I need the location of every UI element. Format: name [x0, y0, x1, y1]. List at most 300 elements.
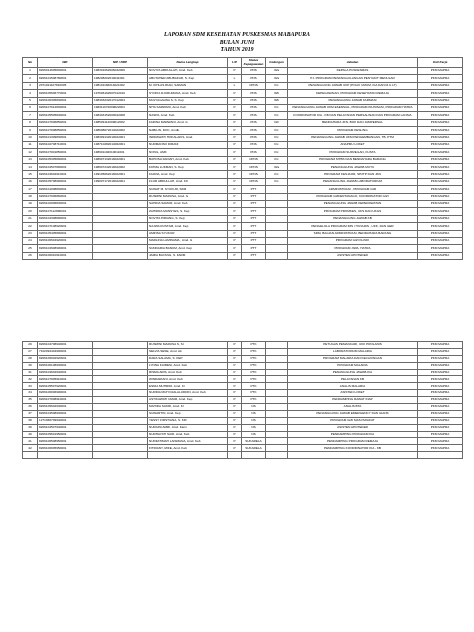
table-cell: NURDIA MUH DJALALUDDIN, Amd. Keb: [148, 390, 228, 397]
table-cell: SUWARTIN, Amd. Kep: [148, 410, 228, 417]
table-cell: 1: [23, 68, 38, 75]
table-cell: PENDAMPING PROGRAM KIA: [288, 431, 418, 438]
table-cell: NABILIN, DOC, Amdk.: [148, 127, 228, 134]
table-cell: 31: [23, 369, 38, 376]
table-cell: 8206101309830001: [38, 134, 93, 141]
column-header: Nama Lengkap: [148, 58, 228, 68]
table-cell: PROGRAM MALARIA: [288, 362, 418, 369]
table-cell: PTT: [242, 252, 266, 259]
table-cell: [93, 237, 148, 244]
table-cell: II/c: [266, 171, 288, 178]
table-cell: PKM MAPRA: [418, 156, 463, 163]
table-cell: PKM MAPRA: [418, 362, 463, 369]
table-cell: P: [228, 223, 242, 230]
table-cell: [93, 445, 148, 452]
table-cell: KOORDINATOR KIA - KB DAN PELAYANAN PERSALINAN DAN PROGRAM LANSIA: [288, 112, 418, 119]
table-cell: 13: [23, 156, 38, 163]
table-cell: ASISTEN APOTEKER: [288, 252, 418, 259]
table-cell: SUWAT M. SYUKUR, SKM: [148, 186, 228, 193]
table-cell: 199105062019022001: [93, 171, 148, 178]
table-cell: [266, 424, 288, 431]
table-cell: P: [228, 134, 242, 141]
table-cell: 8206105602930001: [38, 404, 93, 411]
table-cell: III/a: [266, 75, 288, 82]
table-cell: P: [228, 348, 242, 355]
table-cell: 36: [23, 404, 38, 411]
table-cell: PNS: [242, 134, 266, 141]
table-cell: PENANGGUNG JAWAB UKP (POLIK UMUM, KIA DAN M.U.LT): [288, 82, 418, 89]
table-cell: 8206105606770001: [38, 90, 93, 97]
table-cell: SELVIA SESE, Amd. Ak: [148, 348, 228, 355]
table-cell: [93, 230, 148, 237]
table-cell: P: [228, 178, 242, 185]
table-cell: 8206106604920001: [38, 237, 93, 244]
table-cell: SAHIDA SAMUR, Amd. Keb: [148, 201, 228, 208]
table-cell: P: [228, 127, 242, 134]
table-cell: PNS: [242, 97, 266, 104]
table-cell: PNS: [242, 149, 266, 156]
table-cell: [93, 452, 148, 459]
table-cell: [23, 452, 38, 459]
table-cell: PKM MAPRA: [418, 127, 463, 134]
table-row: [23, 171, 463, 178]
table-cell: 34: [23, 390, 38, 397]
table-cell: 40: [23, 431, 38, 438]
table-cell: PTK: [242, 376, 266, 383]
table-cell: 8206106010910001: [38, 252, 93, 259]
table-cell: PNS: [242, 112, 266, 119]
report-title-block: [0, 32, 474, 55]
table-cell: 19: [23, 201, 38, 208]
table-cell: ANAPMU LOKET: [288, 141, 418, 148]
table-cell: P: [228, 445, 242, 452]
table-cell: [93, 369, 148, 376]
table-cell: CPNS: [242, 82, 266, 89]
table-row: [23, 104, 463, 111]
table-cell: JAMIA BAYANG, S. FARM: [148, 252, 228, 259]
table-cell: ASISTEN LOKET: [288, 390, 418, 397]
table-cell: PKM MAPRA: [418, 208, 463, 215]
table-row: [23, 230, 463, 237]
table-cell: PROGRAM JIWA, HATRA: [288, 245, 418, 252]
table-row: [23, 82, 463, 89]
table-cell: [93, 245, 148, 252]
table-cell: PKM MAPRA: [418, 104, 463, 111]
table-cell: ADMINISTRASI , PROGRAM GIZI: [288, 186, 418, 193]
table-cell: 27: [23, 348, 38, 355]
table-cell: 8206102006840001: [38, 201, 93, 208]
table-cell: 32: [23, 376, 38, 383]
table-cell: 8206105002920001: [38, 355, 93, 362]
table-cell: NURMANSO DIRANI: [148, 141, 228, 148]
table-cell: L: [228, 82, 242, 89]
table-cell: PKM MAPRA: [418, 119, 463, 126]
table-cell: PTT: [242, 230, 266, 237]
table-cell: PKM MAPRA: [418, 201, 463, 208]
table-cell: [93, 383, 148, 390]
table-cell: PKM MAPRA: [418, 397, 463, 404]
table-cell: 8206104608900001: [38, 245, 93, 252]
table-cell: 198208202010011001: [93, 75, 148, 82]
table-cell: [266, 390, 288, 397]
table-cell: NITA SARWANI, Amd. Keb: [148, 104, 228, 111]
column-header: L/P: [228, 58, 242, 68]
column-header: Golongan: [266, 58, 288, 68]
table-cell: 8206106508950001: [38, 438, 93, 445]
table-cell: 8206104602910001: [38, 171, 93, 178]
table-cell: [228, 452, 242, 459]
table-cell: [266, 369, 288, 376]
table-cell: [266, 193, 288, 200]
table-cell: P: [228, 186, 242, 193]
table-cell: 15: [23, 171, 38, 178]
table-cell: ESNIA MUHRIDI, Amd. Kl: [148, 383, 228, 390]
table-cell: PENANGGUNG JAWAB EMERGENCY DAN GIANS: [288, 410, 418, 417]
table-row: [23, 156, 463, 163]
table-cell: PENANGGUNG JAWAB KB: [288, 215, 418, 222]
table-cell: PTT: [242, 186, 266, 193]
table-cell: 198907242019022002: [93, 164, 148, 171]
table-cell: II/c: [266, 127, 288, 134]
table-cell: P: [228, 141, 242, 148]
table-cell: [266, 215, 288, 222]
table-cell: P: [228, 410, 242, 417]
table-cell: II/c: [266, 156, 288, 163]
table-cell: [266, 452, 288, 459]
table-cell: INDRAWATI HOKALAKIS, Amd.: [148, 134, 228, 141]
table-cell: [93, 424, 148, 431]
table-row: [23, 68, 463, 75]
table-cell: II/c: [266, 134, 288, 141]
table-cell: ANALIS BTA: [288, 404, 418, 411]
table-cell: PKM MAPRA: [418, 164, 463, 171]
table-cell: PNS: [242, 68, 266, 75]
table-cell: PJ. PROGRAM PENANGGULANGAN PENYAKIT MENULAR: [288, 75, 418, 82]
table-cell: [266, 348, 288, 355]
table-cell: P: [228, 342, 242, 349]
table-cell: 8206106305830001: [38, 97, 93, 104]
table-cell: [93, 252, 148, 259]
table-cell: PTK: [242, 355, 266, 362]
table-cell: [266, 383, 288, 390]
table-row: [23, 193, 463, 200]
table-cell: 6: [23, 104, 38, 111]
table-cell: 198311072009022004: [93, 104, 148, 111]
table-cell: P: [228, 438, 242, 445]
table-row: [23, 252, 463, 259]
table-cell: 8206101008830001: [38, 186, 93, 193]
table-cell: [266, 342, 288, 349]
table-cell: 3: [23, 82, 38, 89]
table-cell: PKM MAPRA: [418, 82, 463, 89]
table-row: [23, 201, 463, 208]
table-cell: KEPALA PUSKESMAS: [288, 68, 418, 75]
table-cell: PNS: [242, 141, 266, 148]
table-cell: PROGRAM GIZI/ENTANAGO, KOORDINATOR GIZI: [288, 193, 418, 200]
table-cell: 198101182014021002: [93, 82, 148, 89]
table-cell: PTK: [242, 342, 266, 349]
table-cell: P: [228, 112, 242, 119]
table-cell: [288, 452, 418, 459]
table-cell: 8206102708710001: [38, 141, 93, 148]
table-cell: 2: [23, 75, 38, 82]
table-cell: PTK: [242, 369, 266, 376]
table-cell: PKM MAPRA: [418, 376, 463, 383]
table-cell: 8206104508930001: [38, 410, 93, 417]
table-row: [23, 223, 463, 230]
table-cell: 7: [23, 112, 38, 119]
table-cell: PROGRAM MALARIA DAN KECACINGAN: [288, 355, 418, 362]
table-row: [23, 438, 463, 445]
column-header: NIP / NRP: [93, 58, 148, 68]
table-cell: KEPEGAWAIAN, PROGRAM KESEHATAN REMAJA: [288, 90, 418, 97]
table-cell: [93, 208, 148, 215]
table-cell: 8206104308890001: [38, 215, 93, 222]
table-cell: [93, 355, 148, 362]
table-cell: [266, 201, 288, 208]
table-row: [23, 404, 463, 411]
table-cell: ANALIS MALARIA: [288, 383, 418, 390]
table-row: [23, 417, 463, 424]
table-row: [23, 424, 463, 431]
table-cell: 198710282014062001: [93, 141, 148, 148]
table-cell: [93, 397, 148, 404]
table-cell: 198901102010011001: [93, 149, 148, 156]
table-cell: 8206104507890001: [38, 164, 93, 171]
table-cell: PTT: [242, 215, 266, 222]
table-cell: P: [228, 171, 242, 178]
table-cell: 16: [23, 178, 38, 185]
table-cell: 29: [23, 342, 38, 349]
table-cell: 198509112009012002: [93, 119, 148, 126]
table-cell: [266, 252, 288, 259]
table-cell: [93, 342, 148, 349]
table-cell: PKM MAPRA: [418, 383, 463, 390]
table-row: [23, 134, 463, 141]
table-cell: P: [228, 397, 242, 404]
table-cell: PENANGGUNG JAWAB MUTU: [288, 164, 418, 171]
table-cell: II/c: [266, 149, 288, 156]
table-cell: 42: [23, 445, 38, 452]
table-cell: ABUTAHER ABUBAKAR, S. Kep: [148, 75, 228, 82]
table-cell: ZAHIDRA MANSYES, S. Kep: [148, 208, 228, 215]
table-cell: PKM MAPRA: [418, 431, 463, 438]
table-cell: PNS: [242, 119, 266, 126]
table-cell: LYNNA KAIRESI, Amd. Keb: [148, 362, 228, 369]
table-cell: PTK: [242, 397, 266, 404]
table-cell: [266, 417, 288, 424]
table-cell: P: [228, 97, 242, 104]
table-cell: 8206107112890001: [38, 208, 93, 215]
table-cell: PROGRAM MTBS DAN BENDAHARA BARANG: [288, 156, 418, 163]
table-cell: P: [228, 424, 242, 431]
table-cell: P: [228, 68, 242, 75]
table-row: [23, 431, 463, 438]
table-cell: PKM MAPRA: [418, 342, 463, 349]
table-row: [23, 127, 463, 134]
table-cell: PKM MAPRA: [418, 252, 463, 259]
table-cell: 8206107108920001: [38, 223, 93, 230]
table-cell: CPNS: [242, 178, 266, 185]
report-month: BULAN JUNI: [219, 39, 255, 46]
table-cell: [93, 193, 148, 200]
table-cell: M. IKHLAS RIAD, SAIMAN: [148, 82, 228, 89]
table-cell: PENGELOLA PROGRAM IMS / HIV/AIDS , UKK, DAN GER: [288, 223, 418, 230]
table-cell: YESSY FIRSTIANA, S. KM: [148, 417, 228, 424]
report-title: LAPORAN SDM KESEHATAN PUSKESMAS MABAPURA: [164, 32, 310, 38]
table-cell: [93, 431, 148, 438]
table-cell: 37: [23, 410, 38, 417]
table-cell: 8: [23, 119, 38, 126]
table-cell: BENDAHARA JKN, BOK DAN JAMPERSAL: [288, 119, 418, 126]
table-cell: PENANGGUNG JAWAB KIA: [288, 369, 418, 376]
table-cell: NS: [242, 417, 266, 424]
table-cell: III/b: [266, 97, 288, 104]
table-cell: P: [228, 193, 242, 200]
table-row: [23, 355, 463, 362]
table-cell: RISMA ARIS, Amd. Keb: [148, 369, 228, 376]
table-cell: PKM MAPRA: [418, 141, 463, 148]
table-cell: III/a: [266, 164, 288, 171]
table-row: [23, 178, 463, 185]
table-cell: PKM MAPRA: [418, 230, 463, 237]
table-cell: 28: [23, 355, 38, 362]
table-cell: [266, 431, 288, 438]
table-cell: [93, 186, 148, 193]
table-cell: CPNS: [242, 156, 266, 163]
table-cell: 9: [23, 127, 38, 134]
table-cell: 198303232017012004: [93, 97, 148, 104]
table-cell: 2071021107810005: [38, 82, 93, 89]
staff-table-page2: [22, 341, 463, 459]
table-cell: PKM MAPRA: [418, 134, 463, 141]
table-cell: 38: [23, 417, 38, 424]
table-cell: PTK: [242, 390, 266, 397]
table-cell: 8206106006900001: [38, 390, 93, 397]
table-cell: PKM MAPRA: [418, 390, 463, 397]
table-cell: PKM MAPRA: [418, 237, 463, 244]
table-cell: 8206105601950001: [38, 431, 93, 438]
table-cell: PROGRAM SURVEILAN, KUSTA: [288, 149, 418, 156]
table-cell: MAHIDA SUKRI, Amd. Kl: [148, 404, 228, 411]
table-cell: 35: [23, 397, 38, 404]
table-cell: FLOR ABDULLAH, Amd. KK: [148, 178, 228, 185]
table-row: [23, 208, 463, 215]
table-cell: PELAYANAN KB: [288, 376, 418, 383]
table-cell: PKM MAPRA: [418, 75, 463, 82]
table-cell: P: [228, 208, 242, 215]
table-cell: 23: [23, 230, 38, 237]
table-cell: 8206106108930001: [38, 362, 93, 369]
table-cell: PNS: [242, 75, 266, 82]
table-cell: 198309132010022001: [93, 134, 148, 141]
table-cell: PTT: [242, 201, 266, 208]
table-cell: PKM MAPRA: [418, 178, 463, 185]
empty-row: [23, 452, 463, 459]
table-cell: PENANGGUNG JAWAB UKM ESENSIAL, PROGRAM INUNISASI, PROGRAM HATRA: [288, 104, 418, 111]
table-cell: 198608072014022002: [93, 127, 148, 134]
table-cell: BAHOSA FADIAH, Amd. Keb: [148, 156, 228, 163]
table-cell: NOVITA PIRIANG, S. Kep: [148, 215, 228, 222]
table-cell: NASPA, Amd. Keb: [148, 112, 228, 119]
table-cell: MARLINA LAMINAMA , Amd. G: [148, 237, 228, 244]
table-cell: [266, 223, 288, 230]
table-row: [23, 97, 463, 104]
table-cell: [93, 348, 148, 355]
table-cell: [148, 452, 228, 459]
table-cell: [93, 417, 148, 424]
table-row: [23, 215, 463, 222]
table-cell: PKM MAPRA: [418, 193, 463, 200]
table-cell: 11: [23, 141, 38, 148]
column-header: NIK: [38, 58, 93, 68]
table-cell: P: [228, 390, 242, 397]
table-cell: II/c: [266, 112, 288, 119]
table-cell: PKM MAPRA: [418, 90, 463, 97]
column-header: Unit Kerja: [418, 58, 463, 68]
table-cell: P: [228, 119, 242, 126]
table-cell: PROGRAM KESJAOR, SP2TP DAN JKN: [288, 171, 418, 178]
table-cell: NURAINI AMRI, Amd. Farm: [148, 424, 228, 431]
table-cell: 8206107006850001: [38, 119, 93, 126]
table-cell: 8206104507940001: [38, 424, 93, 431]
table-cell: NURHAYATI SAID, Amd. Keb: [148, 431, 228, 438]
table-cell: II/c: [266, 178, 288, 185]
table-cell: [266, 404, 288, 411]
table-cell: RUSMINI MARUSA, Amd. G: [148, 193, 228, 200]
table-cell: 7102094404900001: [38, 348, 93, 355]
table-row: [23, 112, 463, 119]
table-cell: P: [228, 383, 242, 390]
table-cell: NURFATIMAH LAISMANA, Amd. Keb: [148, 438, 228, 445]
table-cell: III/a: [266, 68, 288, 75]
table-cell: P: [228, 376, 242, 383]
table-cell: P: [228, 90, 242, 97]
table-cell: NS: [242, 424, 266, 431]
table-cell: PKM MAPRA: [418, 438, 463, 445]
table-cell: PTT: [242, 245, 266, 252]
table-cell: NONIL, AMK: [148, 149, 228, 156]
table-cell: 1271066709940001: [38, 417, 93, 424]
table-cell: P: [228, 431, 242, 438]
table-cell: P: [228, 362, 242, 369]
table-row: [23, 410, 463, 417]
table-cell: PROGRAM GIZI MASYARAKAT: [288, 417, 418, 424]
table-cell: [93, 404, 148, 411]
table-cell: [93, 362, 148, 369]
table-cell: 8206107008910001: [38, 397, 93, 404]
table-cell: PENANGGUNG JAWAB LABORATORIUM: [288, 178, 418, 185]
column-header: Status Kepegawaian: [242, 58, 266, 68]
table-cell: L: [228, 75, 242, 82]
table-cell: [266, 397, 288, 404]
table-cell: PTT: [242, 237, 266, 244]
table-row: [23, 348, 463, 355]
table-cell: SYOFIA DJURUMANA, Amd. Keb: [148, 90, 228, 97]
table-cell: 33: [23, 383, 38, 390]
table-cell: 8206104602940001: [38, 369, 93, 376]
table-cell: PENDAMPING RAWAT INAP: [288, 397, 418, 404]
table-cell: 17: [23, 186, 38, 193]
table-cell: 10: [23, 134, 38, 141]
table-cell: 198301062006042006: [93, 68, 148, 75]
table-cell: SUKARELA: [242, 438, 266, 445]
table-row: [23, 119, 463, 126]
table-cell: ASTIKAWATI UMAR, Amd. Kep: [148, 397, 228, 404]
table-row: [23, 149, 463, 156]
table-cell: P: [228, 404, 242, 411]
column-header: No: [23, 58, 38, 68]
